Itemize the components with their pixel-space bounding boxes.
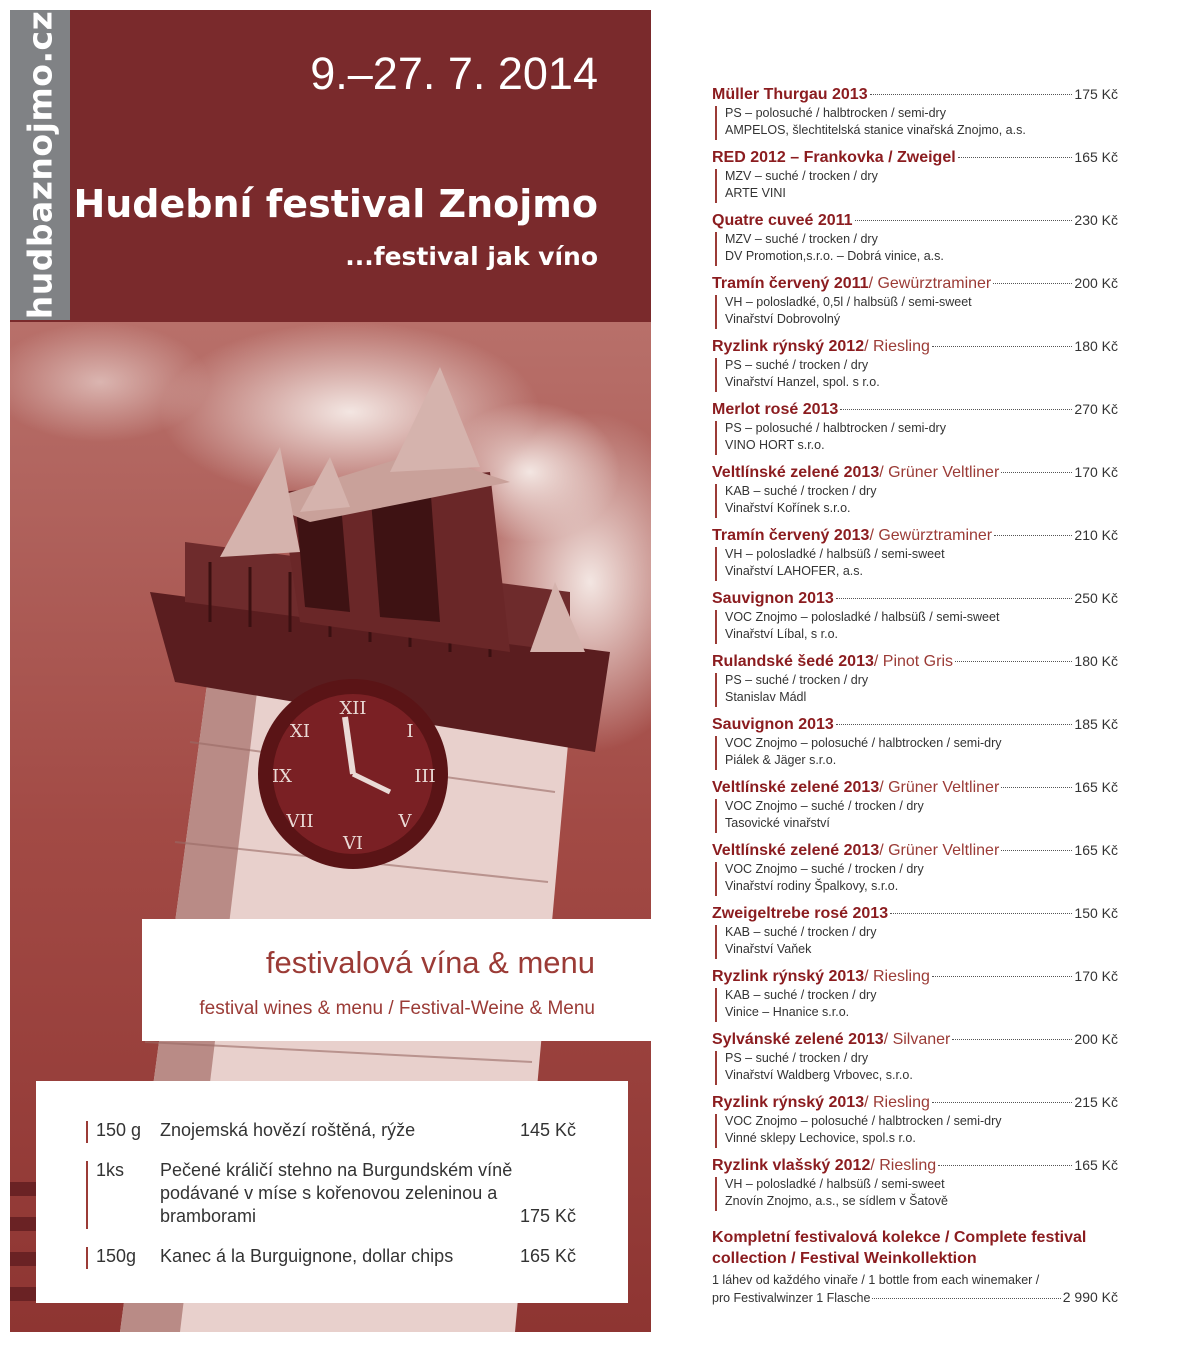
wine-head (712, 462, 1118, 482)
wine-divider (715, 106, 717, 140)
wine-variety: / Riesling (870, 1157, 937, 1174)
wine-price: 210 Kč (1074, 527, 1118, 543)
wine-price: 170 Kč (1074, 464, 1118, 480)
wine-price: 165 Kč (1074, 842, 1118, 858)
wine-list (712, 84, 1118, 1218)
wine-name: Quatre cuveé 2011 (712, 212, 853, 229)
wine-item (712, 147, 1118, 210)
dot-leader (840, 409, 1072, 410)
menu-divider (86, 1247, 88, 1269)
dot-leader (932, 976, 1073, 977)
wine-divider (715, 673, 717, 707)
wine-style: VOC Znojmo – suché / trocken / dry (725, 799, 924, 813)
wine-name: Veltlínské zelené 2013 (712, 842, 880, 859)
dot-leader (1001, 787, 1072, 788)
wine-producer: Vinné sklepy Lechovice, spol.s r.o. (725, 1131, 916, 1145)
wine-item (712, 1029, 1118, 1092)
dot-leader (952, 1039, 1072, 1040)
dot-leader (958, 157, 1073, 158)
wine-price: 150 Kč (1074, 905, 1118, 921)
dot-leader (955, 661, 1072, 662)
dot-leader (938, 1165, 1072, 1166)
wine-producer: Vinařství LAHOFER, a.s. (725, 564, 864, 578)
wine-name: Zweigeltrebe rosé 2013 (712, 905, 889, 922)
wine-style: PS – suché / trocken / dry (725, 673, 869, 687)
wine-name: Veltlínské zelené 2013 (712, 779, 880, 796)
collection-price: 2 990 Kč (1062, 1289, 1118, 1305)
wine-style: KAB – suché / trocken / dry (725, 988, 877, 1002)
wine-price: 170 Kč (1074, 968, 1118, 984)
dot-leader (890, 913, 1072, 914)
wine-producer: Piálek & Jäger s.r.o. (725, 753, 837, 767)
dot-leader (1001, 850, 1072, 851)
wine-name: Ryzlink rýnský 2012 (712, 338, 865, 355)
wine-item (712, 588, 1118, 651)
wine-name: Ryzlink rýnský 2013 (712, 1094, 865, 1111)
wine-item (712, 714, 1118, 777)
wine-style: VH – polosladké / halbsüß / semi-sweet (725, 547, 945, 561)
wine-variety: / Riesling (864, 1094, 930, 1111)
wine-style: PS – suché / trocken / dry (725, 1051, 869, 1065)
wine-item (712, 1155, 1118, 1218)
wine-style: KAB – suché / trocken / dry (725, 484, 877, 498)
dot-leader (932, 1102, 1073, 1103)
wine-producer: Vinařství rodiny Špalkovy, s.r.o. (725, 879, 899, 893)
wine-producer: Stanislav Mádl (725, 690, 807, 704)
menu-item (86, 1119, 576, 1143)
wine-divider (715, 799, 717, 833)
wine-name: Müller Thurgau 2013 (712, 86, 868, 103)
wine-item (712, 210, 1118, 273)
wine-variety: / Grüner Veltliner (879, 779, 1000, 796)
dot-leader (993, 283, 1072, 284)
section-heading: festivalová vína & menu (265, 945, 595, 980)
wine-head (712, 588, 1118, 608)
svg-text:I: I (406, 721, 414, 742)
menu-name: Pečené králičí stehno na Burgundském víně podávané v míse s kořenovou zeleninou a bramborami (160, 1160, 513, 1226)
menu-qty: 150g (96, 1246, 137, 1266)
wine-head (712, 210, 1118, 230)
wine-producer: Vinice – Hnanice s.r.o. (725, 1005, 850, 1019)
menu-price: 145 Kč (520, 1120, 577, 1140)
wine-name: Rulandské šedé 2013 (712, 653, 874, 670)
wine-divider (715, 862, 717, 896)
website-label-box (10, 10, 70, 320)
wine-price: 250 Kč (1074, 590, 1118, 606)
wine-style: MZV – suché / trocken / dry (725, 169, 878, 183)
wine-item (712, 462, 1118, 525)
wine-head (712, 84, 1118, 104)
collection-line1: 1 láhev od každého vinaře / 1 bottle from each winemaker / (712, 1273, 1040, 1287)
collection-block (712, 1227, 1132, 1305)
wine-style: VOC Znojmo – polosuché / halbtrocken / semi-dry (725, 736, 1002, 750)
wine-variety: / Silvaner (883, 1031, 951, 1048)
wine-price: 200 Kč (1074, 275, 1118, 291)
wine-divider (715, 232, 717, 266)
wine-name: Tramín červený 2011 (712, 275, 869, 292)
wine-item (712, 651, 1118, 714)
wine-head (712, 840, 1118, 860)
svg-text:IX: IX (272, 766, 292, 787)
wine-divider (715, 610, 717, 644)
dot-leader (932, 346, 1073, 347)
wine-style: PS – polosuché / halbtrocken / semi-dry (725, 421, 946, 435)
wine-divider (715, 421, 717, 455)
wine-price: 200 Kč (1074, 1031, 1118, 1047)
heading-box (142, 919, 651, 1041)
wine-head (712, 903, 1118, 923)
wine-price: 175 Kč (1074, 86, 1118, 102)
wine-producer: ARTE VINI (725, 186, 786, 200)
wine-name: Sauvignon 2013 (712, 590, 834, 607)
wine-divider (715, 925, 717, 959)
wine-name: Veltlínské zelené 2013 (712, 464, 880, 481)
dot-leader (836, 598, 1073, 599)
wine-item (712, 84, 1118, 147)
wine-divider (715, 295, 717, 329)
wine-name: Sauvignon 2013 (712, 716, 834, 733)
wine-head (712, 966, 1118, 986)
wine-price: 230 Kč (1074, 212, 1118, 228)
wine-head (712, 273, 1118, 293)
dot-leader (1001, 472, 1072, 473)
menu-box (36, 1081, 628, 1303)
wine-head (712, 651, 1118, 671)
wine-producer: Tasovické vinařství (725, 816, 830, 830)
wine-head (712, 525, 1118, 545)
wine-style: VOC Znojmo – polosladké / halbsüß / semi-sweet (725, 610, 1000, 624)
wine-item (712, 903, 1118, 966)
wine-head (712, 714, 1118, 734)
wine-item (712, 840, 1118, 903)
wine-item (712, 273, 1118, 336)
dot-leader (872, 1298, 1060, 1299)
festival-subtitle: ...festival jak víno (345, 242, 598, 271)
wine-item (712, 1092, 1118, 1155)
wine-name: Merlot rosé 2013 (712, 401, 839, 418)
wine-name: Ryzlink rýnský 2013 (712, 968, 865, 985)
wine-name: Sylvánské zelené 2013 (712, 1031, 884, 1048)
wine-producer: DV Promotion,s.r.o. – Dobrá vinice, a.s. (725, 249, 944, 263)
wine-divider (715, 1114, 717, 1148)
wine-producer: Vinařství Kořínek s.r.o. (725, 501, 851, 515)
wine-price: 270 Kč (1074, 401, 1118, 417)
menu-price: 175 Kč (520, 1206, 577, 1226)
wine-variety: / Pinot Gris (873, 653, 954, 670)
wine-variety: / Grüner Veltliner (879, 842, 1000, 859)
wine-style: VH – polosladké, 0,5l / halbsüß / semi-sweet (725, 295, 972, 309)
wine-item (712, 336, 1118, 399)
wine-variety: / Riesling (864, 338, 930, 355)
wine-head (712, 777, 1118, 797)
website-label[interactable]: hudbaznojmo.cz (20, 10, 60, 320)
menu-name: Kanec á la Burguignone, dollar chips (160, 1246, 454, 1266)
wine-price: 165 Kč (1074, 1157, 1118, 1173)
wine-variety: / Gewürztraminer (869, 527, 993, 544)
wine-price: 215 Kč (1074, 1094, 1118, 1110)
wine-head (712, 336, 1118, 356)
menu-item (86, 1159, 576, 1229)
wine-price: 165 Kč (1074, 779, 1118, 795)
wine-producer: VINO HORT s.r.o. (725, 438, 825, 452)
wine-producer: Vinařství Vaňek (725, 942, 812, 956)
wine-style: MZV – suché / trocken / dry (725, 232, 878, 246)
wine-item (712, 399, 1118, 462)
collection-line2: pro Festivalwinzer 1 Flasche (712, 1291, 871, 1305)
menu-qty: 1ks (96, 1160, 125, 1180)
wine-style: VH – polosladké / halbsüß / semi-sweet (725, 1177, 945, 1191)
wine-style: PS – suché / trocken / dry (725, 358, 869, 372)
wine-name: Tramín červený 2013 (712, 527, 870, 544)
collection-title: Kompletní festivalová kolekce / Complete festival collection / Festival Weinkollektion (712, 1229, 1087, 1267)
festival-title: Hudební festival Znojmo (73, 182, 598, 226)
wine-item (712, 777, 1118, 840)
wine-producer: Vinařství Hanzel, spol. s r.o. (725, 375, 880, 389)
wine-producer: Vinařství Líbal, s r.o. (725, 627, 839, 641)
wine-item (712, 525, 1118, 588)
wine-head (712, 1155, 1118, 1175)
wine-style: VOC Znojmo – suché / trocken / dry (725, 862, 924, 876)
wine-head (712, 1029, 1118, 1049)
svg-text:V: V (398, 811, 412, 832)
svg-text:XII: XII (339, 698, 367, 719)
wine-item (712, 966, 1118, 1029)
wine-divider (715, 484, 717, 518)
wine-divider (715, 1051, 717, 1085)
wine-price: 185 Kč (1074, 716, 1118, 732)
menu-name: Znojemská hovězí roštěná, rýže (160, 1120, 416, 1140)
svg-text:III: III (414, 766, 436, 787)
wine-producer: Znovín Znojmo, a.s., se sídlem v Šatově (725, 1194, 949, 1208)
wine-divider (715, 547, 717, 581)
wine-style: VOC Znojmo – polosuché / halbtrocken / semi-dry (725, 1114, 1002, 1128)
wine-head (712, 1092, 1118, 1112)
wine-variety: / Gewürztraminer (868, 275, 992, 292)
menu-item (86, 1245, 576, 1269)
wine-price: 180 Kč (1074, 338, 1118, 354)
menu-qty: 150 g (96, 1120, 142, 1140)
dot-leader (855, 220, 1073, 221)
wine-head (712, 147, 1118, 167)
svg-text:VI: VI (342, 833, 364, 854)
svg-text:XI: XI (290, 721, 310, 742)
menu-divider (86, 1161, 88, 1229)
collection-price-row (712, 1289, 1118, 1305)
menu-price: 165 Kč (520, 1246, 577, 1266)
section-subheading: festival wines & menu / Festival-Weine & Menu (199, 998, 595, 1019)
menu-divider (86, 1121, 88, 1143)
wine-style: KAB – suché / trocken / dry (725, 925, 877, 939)
wine-variety: / Grüner Veltliner (879, 464, 1000, 481)
wine-price: 165 Kč (1074, 149, 1118, 165)
wine-producer: Vinařství Waldberg Vrbovec, s.r.o. (725, 1068, 913, 1082)
wine-divider (715, 169, 717, 203)
wine-variety: / Riesling (864, 968, 930, 985)
wine-price: 180 Kč (1074, 653, 1118, 669)
wine-style: PS – polosuché / halbtrocken / semi-dry (725, 106, 946, 120)
wine-producer: Vinařství Dobrovolný (725, 312, 841, 326)
festival-date: 9.–27. 7. 2014 (310, 48, 598, 99)
wine-divider (715, 988, 717, 1022)
dot-leader (836, 724, 1073, 725)
wine-divider (715, 358, 717, 392)
wine-name: RED 2012 – Frankovka / Zweigel (712, 149, 956, 166)
wine-producer: AMPELOS, šlechtitelská stanice vinařská Znojmo, a.s. (725, 123, 1026, 137)
wine-head (712, 399, 1118, 419)
dot-leader (870, 94, 1073, 95)
wine-divider (715, 736, 717, 770)
svg-text:VII: VII (286, 811, 314, 832)
dot-leader (994, 535, 1072, 536)
wine-divider (715, 1177, 717, 1211)
wine-name: Ryzlink vlašský 2012 (712, 1157, 871, 1174)
